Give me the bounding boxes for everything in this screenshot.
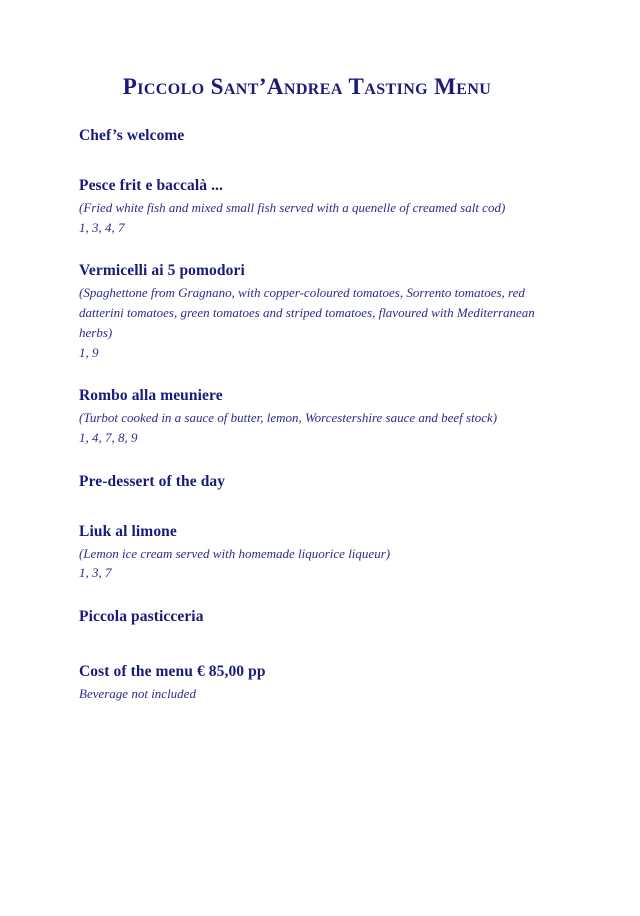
course-item bbox=[79, 126, 539, 147]
course-heading: Rombo alla meuniere bbox=[79, 387, 223, 405]
course-heading: Liuk al limone bbox=[79, 522, 177, 540]
course-description: (Lemon ice cream served with homemade liquorice liqueur) bbox=[79, 545, 391, 561]
course-heading: Pre-dessert of the day bbox=[79, 472, 226, 490]
course-item bbox=[79, 176, 539, 237]
course-item bbox=[79, 261, 539, 362]
course-item bbox=[79, 607, 539, 628]
course-heading: Pesce frit e baccalà ... bbox=[79, 176, 223, 194]
course-item bbox=[79, 472, 539, 493]
course-heading: Chef’s welcome bbox=[79, 127, 185, 144]
menu-price: Cost of the menu € 85,00 pp bbox=[79, 663, 266, 680]
course-list bbox=[79, 126, 539, 657]
course-item bbox=[79, 386, 539, 447]
menu-footer bbox=[79, 662, 539, 704]
course-heading: Vermicelli ai 5 pomodori bbox=[79, 262, 245, 280]
course-description: (Spaghettone from Gragnano, with copper-coloured tomatoes, Sorrento tomatoes, red datterini tomatoes, green tomatoes and striped tomatoes, flavoured with Mediterranean herbs) bbox=[79, 285, 535, 340]
page-title: Piccolo Sant’Andrea Tasting Menu bbox=[122, 74, 492, 99]
course-item bbox=[79, 522, 539, 583]
course-allergen-list: 1, 4, 7, 8, 9 bbox=[79, 429, 138, 445]
course-description: (Turbot cooked in a sauce of butter, lemon, Worcestershire sauce and beef stock) bbox=[79, 410, 498, 426]
course-description: (Fried white fish and mixed small fish served with a quenelle of creamed salt cod) bbox=[79, 199, 506, 215]
menu-price-note: Beverage not included bbox=[79, 685, 196, 701]
course-allergen-list: 1, 9 bbox=[79, 344, 99, 360]
course-allergen-list: 1, 3, 4, 7 bbox=[79, 219, 125, 235]
course-heading: Piccola pasticceria bbox=[79, 608, 204, 626]
course-allergen-list: 1, 3, 7 bbox=[79, 565, 112, 581]
